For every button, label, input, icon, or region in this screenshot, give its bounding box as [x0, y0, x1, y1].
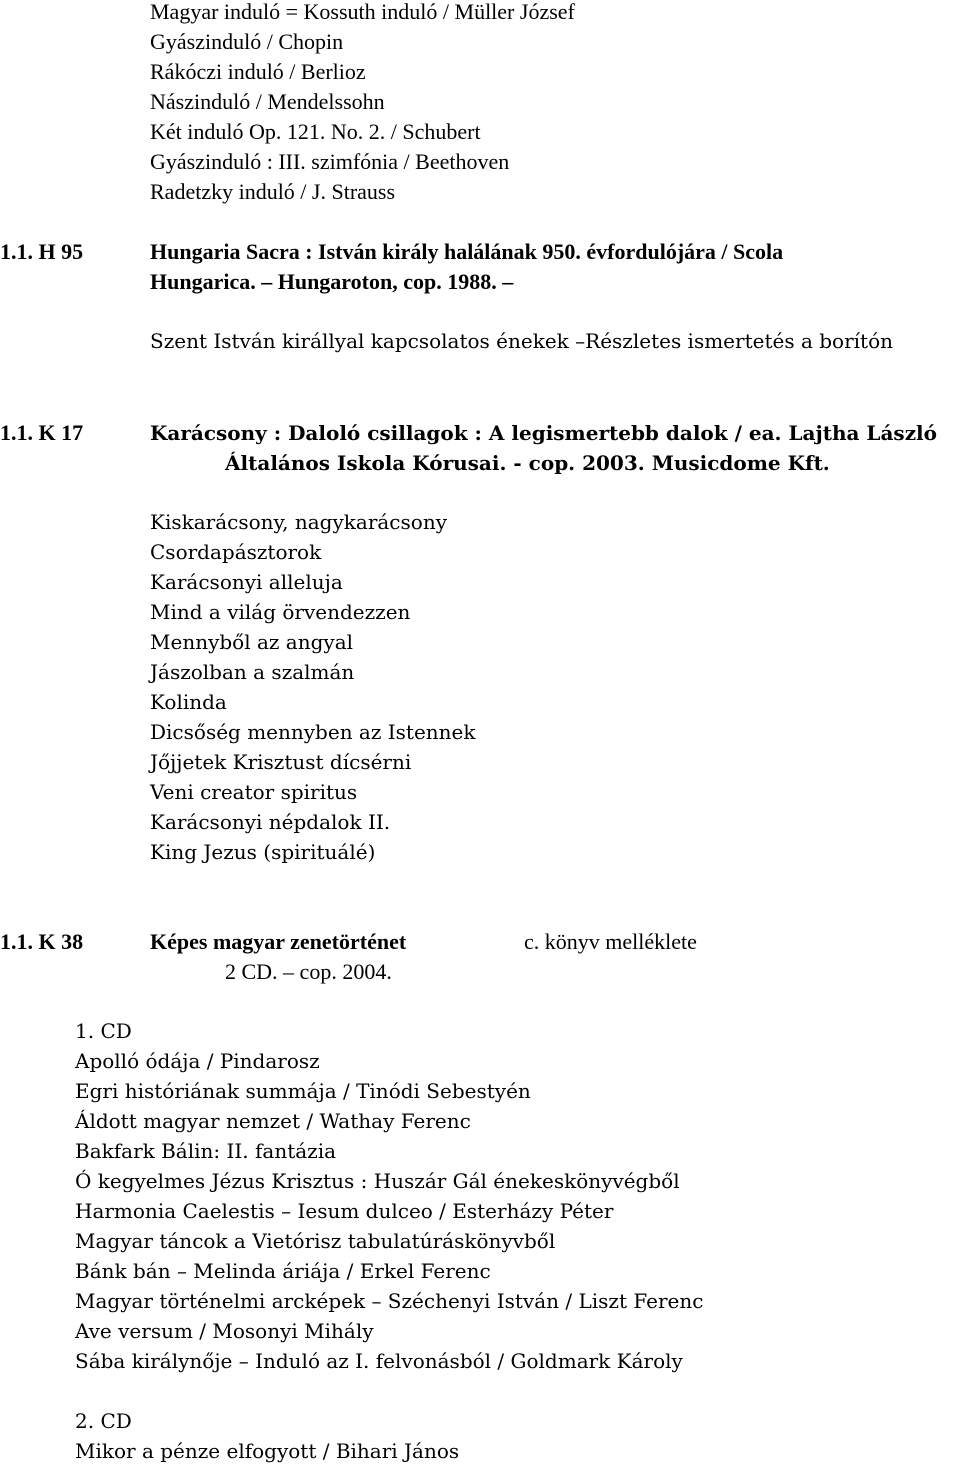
list-item: Karácsonyi alleluja: [150, 570, 343, 594]
list-item: Jászolban a szalmán: [150, 660, 355, 684]
list-item: Bakfark Bálin: II. fantázia: [75, 1139, 337, 1163]
list-item: Sába királynője – Induló az I. felvonásból / Goldmark Károly: [75, 1349, 683, 1373]
top-piece-list: [150, 0, 575, 207]
entry-title-suffix: c. könyv melléklete: [524, 929, 697, 954]
list-item: Bánk bán – Melinda áriája / Erkel Ferenc: [75, 1259, 491, 1283]
list-item: Ave versum / Mosonyi Mihály: [75, 1319, 374, 1343]
entry-code: 1.1. K 38: [0, 929, 84, 954]
track-list: [150, 507, 476, 867]
list-item: Radetzky induló / J. Strauss: [150, 179, 396, 204]
list-item: Gyászinduló : III. szimfónia / Beethoven: [150, 149, 510, 174]
entry-code: 1.1. H 95: [0, 239, 84, 264]
list-item: Magyar táncok a Vietórisz tabulatúráskönyvből: [75, 1229, 556, 1253]
list-item: Harmonia Caelestis – Iesum dulceo / Esterházy Péter: [75, 1199, 614, 1223]
list-item: Kolinda: [150, 690, 227, 714]
list-item: Karácsonyi népdalok II.: [150, 810, 391, 834]
cd-label: 1. CD: [75, 1019, 132, 1043]
entry-title: Karácsony : Daloló csillagok : A legismertebb dalok / ea. Lajtha László: [150, 421, 937, 445]
list-item: King Jezus (spirituálé): [150, 840, 376, 864]
list-item: Magyar történelmi arcképek – Széchenyi István / Liszt Ferenc: [75, 1289, 704, 1313]
list-item: Mennyből az angyal: [150, 630, 354, 654]
list-item: Rákóczi induló / Berlioz: [150, 59, 366, 84]
entry-note: Szent István királlyal kapcsolatos énekek –Részletes ismertetés a borítón: [150, 329, 893, 353]
entry-title-continued: Hungarica. – Hungaroton, cop. 1988. –: [150, 269, 514, 294]
cd-label: 2. CD: [75, 1409, 132, 1433]
list-item: Ó kegyelmes Jézus Krisztus : Huszár Gál énekeskönyvégből: [75, 1169, 680, 1193]
list-item: Jőjjetek Krisztust dícsérni: [150, 750, 412, 774]
list-item: Magyar induló = Kossuth induló / Müller József: [150, 0, 575, 24]
list-item: Mikor a pénze elfogyott / Bihari János: [75, 1439, 460, 1463]
entry-code: 1.1. K 17: [0, 420, 84, 445]
list-item: Gyászinduló / Chopin: [150, 29, 344, 54]
entry-title-continued: Általános Iskola Kórusai. - cop. 2003. Musicdome Kft.: [225, 451, 830, 475]
list-item: Két induló Op. 121. No. 2. / Schubert: [150, 119, 481, 144]
list-item: Mind a világ örvendezzen: [150, 600, 411, 624]
list-item: Apolló ódája / Pindarosz: [75, 1049, 320, 1073]
entry-title: Hungaria Sacra : István király halálának 950. évfordulójára / Scola: [150, 239, 784, 264]
list-item: Nászinduló / Mendelssohn: [150, 89, 385, 114]
list-item: Áldott magyar nemzet / Wathay Ferenc: [75, 1109, 471, 1133]
list-item: Egri históriának summája / Tinódi Sebestyén: [75, 1079, 531, 1103]
entry-physical-description: 2 CD. – cop. 2004.: [225, 959, 392, 984]
list-item: Dicsőség mennyben az Istennek: [150, 720, 476, 744]
cd2-track-list: [75, 1406, 459, 1466]
list-item: Csordapásztorok: [150, 540, 322, 564]
cd1-track-list: [75, 1016, 703, 1376]
entry-title: Képes magyar zenetörténet: [150, 929, 407, 954]
list-item: Veni creator spiritus: [150, 780, 358, 804]
list-item: Kiskarácsony, nagykarácsony: [150, 510, 447, 534]
